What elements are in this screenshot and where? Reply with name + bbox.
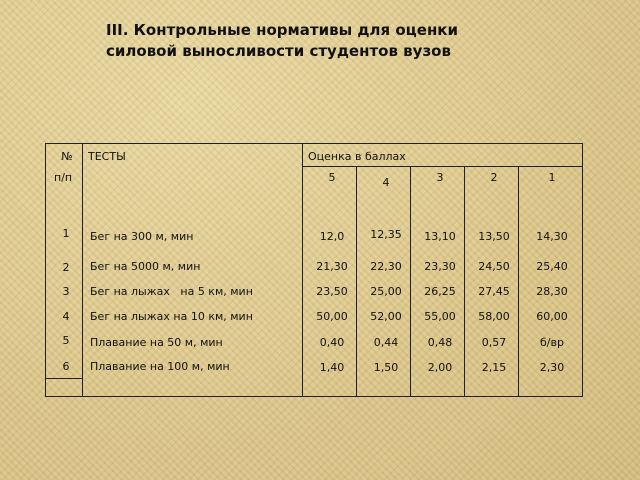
score-header-3: 3 xyxy=(436,171,444,184)
test-name: Бег на 5000 м, мин xyxy=(90,260,201,273)
score-value: 55,00 xyxy=(424,310,456,323)
num-subheader: п/п xyxy=(54,171,73,184)
score-value: 0,57 xyxy=(481,336,507,349)
score-value: 21,30 xyxy=(316,260,348,273)
score-value: 13,10 xyxy=(424,230,456,243)
score-value: 2,15 xyxy=(481,361,507,374)
score-value: 26,25 xyxy=(424,285,456,298)
header-divider-score xyxy=(302,166,582,167)
score-value: 0,40 xyxy=(319,336,345,349)
row-number: 5 xyxy=(62,334,70,347)
score-value: 14,30 xyxy=(536,230,568,243)
score-value: 58,00 xyxy=(478,310,510,323)
score-value: 60,00 xyxy=(536,310,568,323)
norms-table xyxy=(45,143,583,397)
score-header-2: 2 xyxy=(490,171,498,184)
test-name: Плавание на 50 м, мин xyxy=(90,336,223,349)
score-value: 23,50 xyxy=(316,285,348,298)
score-value: 23,30 xyxy=(424,260,456,273)
score-value: 25,00 xyxy=(370,285,402,298)
tests-header: ТЕСТЫ xyxy=(88,150,126,163)
row-number: 4 xyxy=(62,310,70,323)
title-line-1: III. Контрольные нормативы для оценки xyxy=(106,21,459,39)
score-value: 12,0 xyxy=(319,230,345,243)
score-value: 2,30 xyxy=(539,361,565,374)
score-value: 1,50 xyxy=(373,361,399,374)
score-value: 12,35 xyxy=(370,228,402,241)
score-value: 52,00 xyxy=(370,310,402,323)
score-value: 22,30 xyxy=(370,260,402,273)
score-value: 50,00 xyxy=(316,310,348,323)
score-value: 0,44 xyxy=(373,336,399,349)
score-header-1: 1 xyxy=(548,171,556,184)
page-title xyxy=(106,20,526,62)
test-name: Бег на лыжах на 10 км, мин xyxy=(90,310,253,323)
row-divider-num xyxy=(46,378,82,379)
col-divider-tests xyxy=(302,144,303,396)
score-header-5: 5 xyxy=(328,171,336,184)
col-divider-num xyxy=(82,144,83,396)
test-name: Плавание на 100 м, мин xyxy=(90,360,230,373)
num-header: № xyxy=(61,150,73,163)
score-value: 28,30 xyxy=(536,285,568,298)
row-number: 1 xyxy=(62,227,70,240)
title-line-2: силовой выносливости студентов вузов xyxy=(106,42,451,60)
row-number: 6 xyxy=(62,360,70,373)
score-group-header: Оценка в баллах xyxy=(308,150,406,163)
col-divider-2 xyxy=(518,166,519,396)
test-name: Бег на 300 м, мин xyxy=(90,230,194,243)
score-value: б/вр xyxy=(540,336,564,349)
score-value: 13,50 xyxy=(478,230,510,243)
score-value: 27,45 xyxy=(478,285,510,298)
row-number: 3 xyxy=(62,285,70,298)
col-divider-5 xyxy=(356,166,357,396)
col-divider-4 xyxy=(410,166,411,396)
score-value: 24,50 xyxy=(478,260,510,273)
score-value: 2,00 xyxy=(427,361,453,374)
score-value: 0,48 xyxy=(427,336,453,349)
score-header-4: 4 xyxy=(382,176,390,189)
test-name: Бег на лыжах на 5 км, мин xyxy=(90,285,253,298)
score-value: 1,40 xyxy=(319,361,345,374)
score-value: 25,40 xyxy=(536,260,568,273)
col-divider-3 xyxy=(464,166,465,396)
row-number: 2 xyxy=(62,261,70,274)
